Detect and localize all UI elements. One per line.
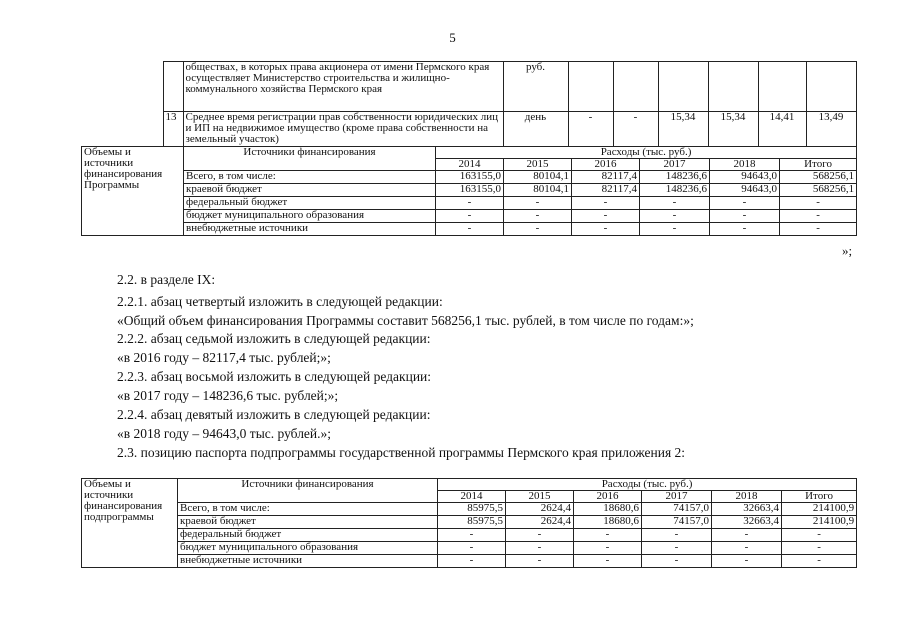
year-header: 2014: [436, 159, 504, 171]
table-row: обществах, в которых права акционера от имени Пермского края осуществляет Министерство строительства и жилищно-коммунального хозяйства Пермского края руб.: [81, 62, 856, 112]
paragraph: 2.2.2. абзац седьмой изложить в следующей редакции:: [117, 331, 431, 346]
expenses-header: Расходы (тыс. руб.): [436, 147, 857, 159]
year-header: 2018: [712, 491, 782, 503]
table-row: федеральный бюджет - - - - - -: [82, 529, 857, 542]
year-header: 2015: [506, 491, 574, 503]
table-row: Всего, в том числе: 163155,0 80104,1 82117,4 148236,6 94643,0 568256,1: [82, 171, 857, 184]
sources-header: Источники финансирования: [178, 479, 438, 503]
paragraph: 2.2.4. абзац девятый изложить в следующей редакции:: [117, 407, 431, 422]
paragraph: «в 2018 году – 94643,0 тыс. рублей.»;: [117, 426, 332, 441]
year-header: Итого: [780, 159, 857, 171]
table-row: краевой бюджет 163155,0 80104,1 82117,4 148236,6 94643,0 568256,1: [82, 184, 857, 197]
paragraph: 2.2.1. абзац четвертый изложить в следующей редакции:: [117, 294, 443, 309]
table-row: бюджет муниципального образования - - - - - -: [82, 542, 857, 555]
table-row: федеральный бюджет - - - - - -: [82, 197, 857, 210]
year-header: 2015: [504, 159, 572, 171]
year-header: 2014: [438, 491, 506, 503]
year-header: 2017: [642, 491, 712, 503]
table-row: Всего, в том числе: 85975,5 2624,4 18680,6 74157,0 32663,4 214100,9: [82, 503, 857, 516]
year-header: 2018: [710, 159, 780, 171]
year-header: 2016: [572, 159, 640, 171]
financing-table-program: [81, 146, 857, 236]
sources-header: Источники финансирования: [184, 147, 436, 171]
paragraph: «в 2017 году – 148236,6 тыс. рублей;»;: [117, 388, 339, 403]
indicator-table: [81, 61, 857, 147]
paragraph: «Общий объем финансирования Программы составит 568256,1 тыс. рублей, в том числе по годам:»;: [117, 313, 694, 328]
section-label: Объемы и источники финансирования подпрограммы: [82, 479, 178, 568]
paragraph: 2.2.3. абзац восьмой изложить в следующей редакции:: [117, 369, 432, 384]
table-row: внебюджетные источники - - - - - -: [82, 555, 857, 568]
paragraph: «в 2016 году – 82117,4 тыс. рублей;»;: [117, 350, 331, 365]
table-row: 13 Среднее время регистрации прав собственности юридических лиц и ИП на недвижимое имущество (кроме права собственности на земельный участок) день - - 15,34 15,34 14,41 13,49: [81, 112, 856, 147]
table-row: краевой бюджет 85975,5 2624,4 18680,6 74157,0 32663,4 214100,9: [82, 516, 857, 529]
year-header: 2016: [574, 491, 642, 503]
paragraph: 2.2. в разделе IX:: [117, 272, 216, 287]
table-row: бюджет муниципального образования - - - - - -: [82, 210, 857, 223]
table-row: внебюджетные источники - - - - - -: [82, 223, 857, 236]
financing-table-subprogram: [81, 478, 857, 568]
expenses-header: Расходы (тыс. руб.): [438, 479, 857, 491]
year-header: Итого: [782, 491, 857, 503]
year-header: 2017: [640, 159, 710, 171]
page-number: 5: [449, 30, 456, 45]
paragraph: 2.3. позицию паспорта подпрограммы государственной программы Пермского края приложения 2:: [117, 445, 686, 460]
section-label: Объемы и источники финансирования Программы: [82, 147, 184, 236]
closing-quote-mark: »;: [842, 243, 853, 258]
